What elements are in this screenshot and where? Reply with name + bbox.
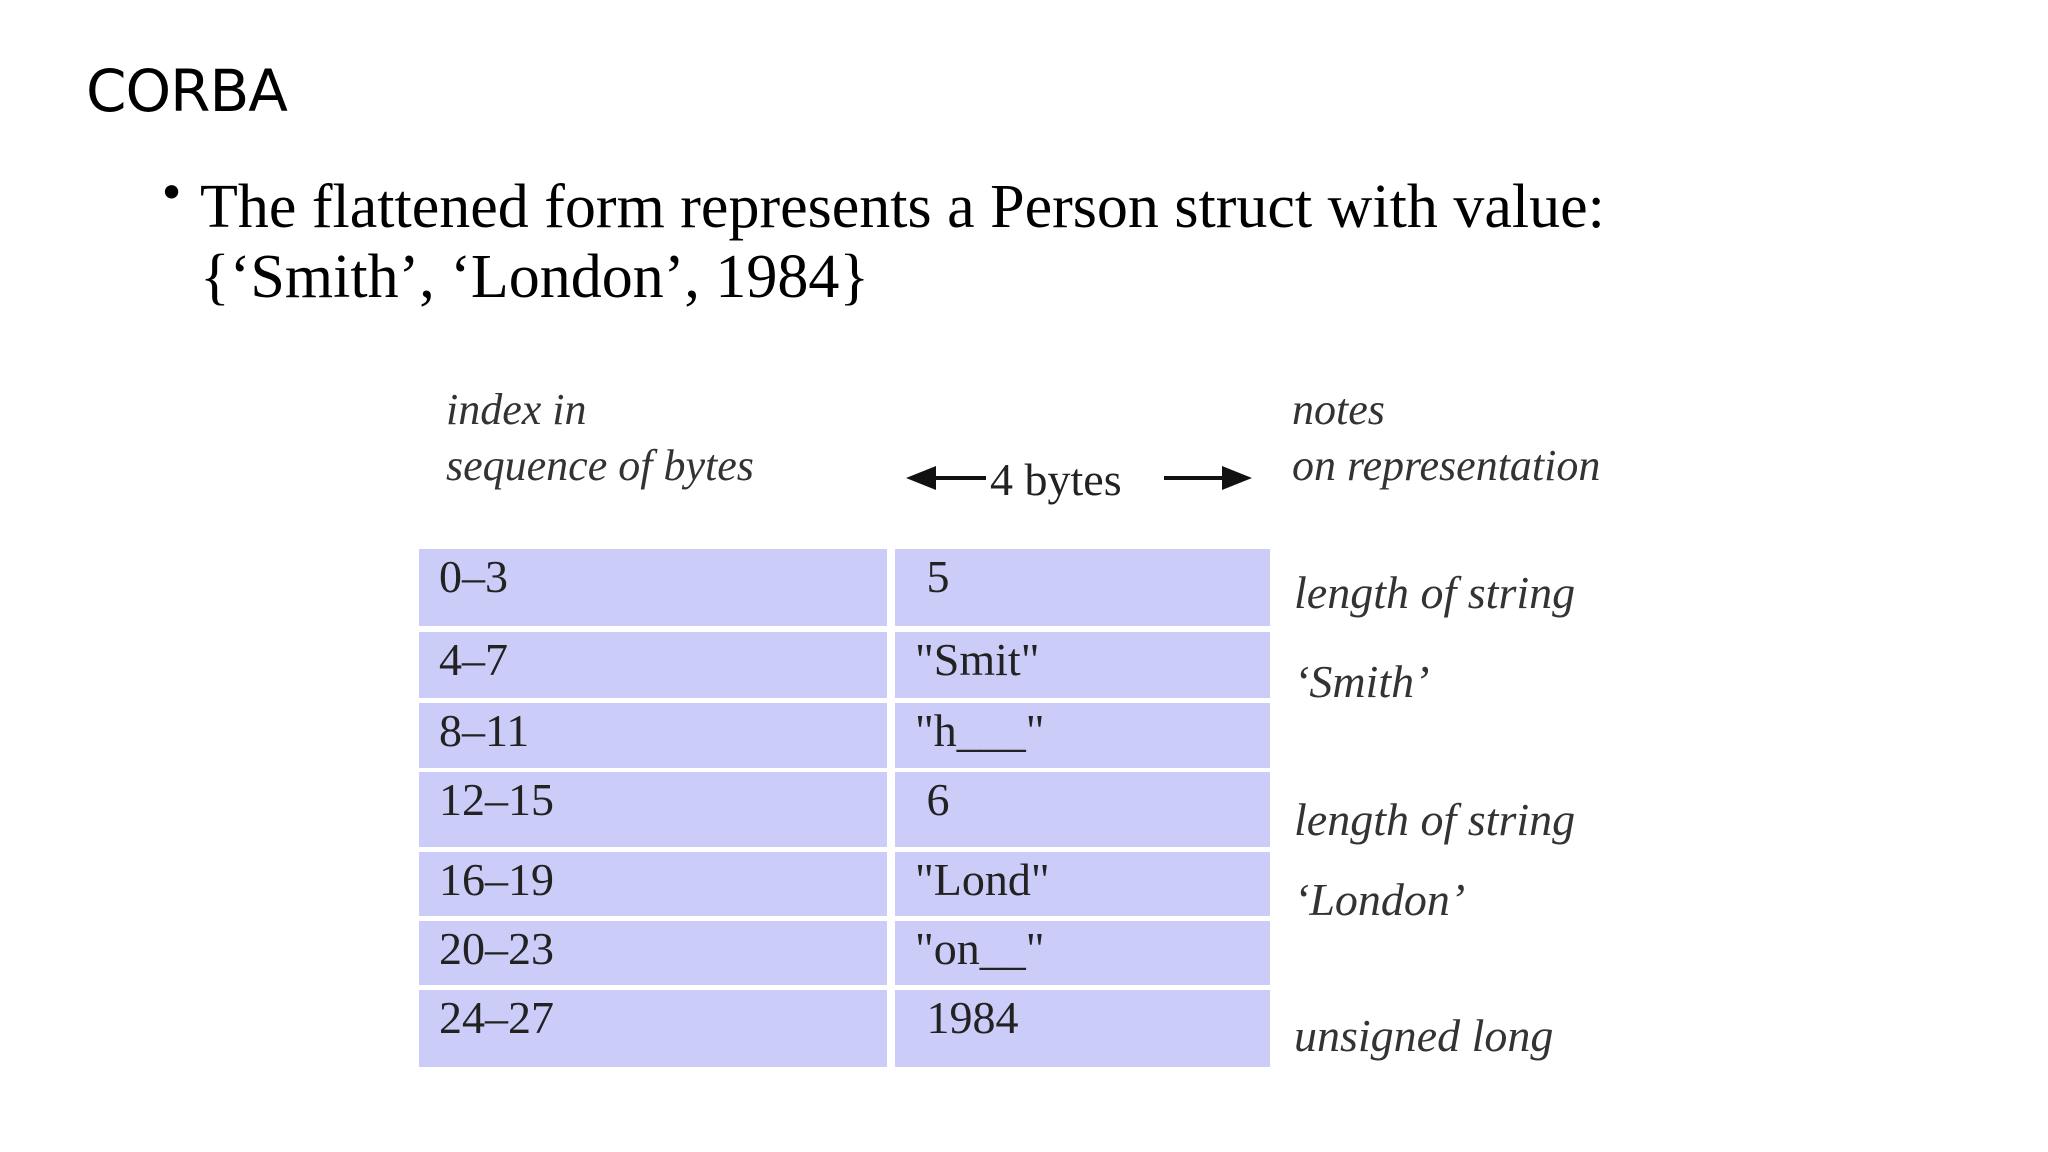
table-cell-value: 6 <box>895 772 1270 847</box>
table-cell-index: 16–19 <box>419 852 887 916</box>
bullet-line-2: {‘Smith’, ‘London’, 1984} <box>200 243 870 311</box>
table-cell-value: "on__" <box>895 921 1270 985</box>
slide-title: CORBA <box>86 57 287 125</box>
table-cell-value: 5 <box>895 549 1270 626</box>
table-note: length of string <box>1294 567 1576 618</box>
table-note: unsigned long <box>1294 1010 1554 1061</box>
table-cell-index: 0–3 <box>419 549 887 626</box>
header-index <box>446 382 754 494</box>
arrow-right-icon <box>1222 466 1252 490</box>
table-cell-value: 1984 <box>895 990 1270 1067</box>
header-notes-line-1: notes <box>1292 385 1385 434</box>
table-cell-index: 4–7 <box>419 632 887 698</box>
table-cell-index: 12–15 <box>419 772 887 847</box>
header-bytes: 4 bytes <box>990 454 1122 505</box>
bullet-line-1: The flattened form represents a Person struct with value: <box>200 173 1605 241</box>
table-note: ‘Smith’ <box>1294 656 1430 707</box>
table-cell-index: 20–23 <box>419 921 887 985</box>
table-cell-index: 24–27 <box>419 990 887 1067</box>
header-index-line-1: index in <box>446 385 587 434</box>
table-cell-value: "h___" <box>895 703 1270 768</box>
bullet-marker: • <box>158 166 186 220</box>
table-note: ‘London’ <box>1294 874 1466 925</box>
header-notes-line-2: on representation <box>1292 441 1601 490</box>
header-index-line-2: sequence of bytes <box>446 441 754 490</box>
header-notes <box>1292 382 1600 494</box>
table-cell-value: "Smit" <box>895 632 1270 698</box>
table-note: length of string <box>1294 794 1576 845</box>
table-cell-value: "Lond" <box>895 852 1270 916</box>
arrow-left-shaft <box>926 476 986 480</box>
table-cell-index: 8–11 <box>419 703 887 768</box>
